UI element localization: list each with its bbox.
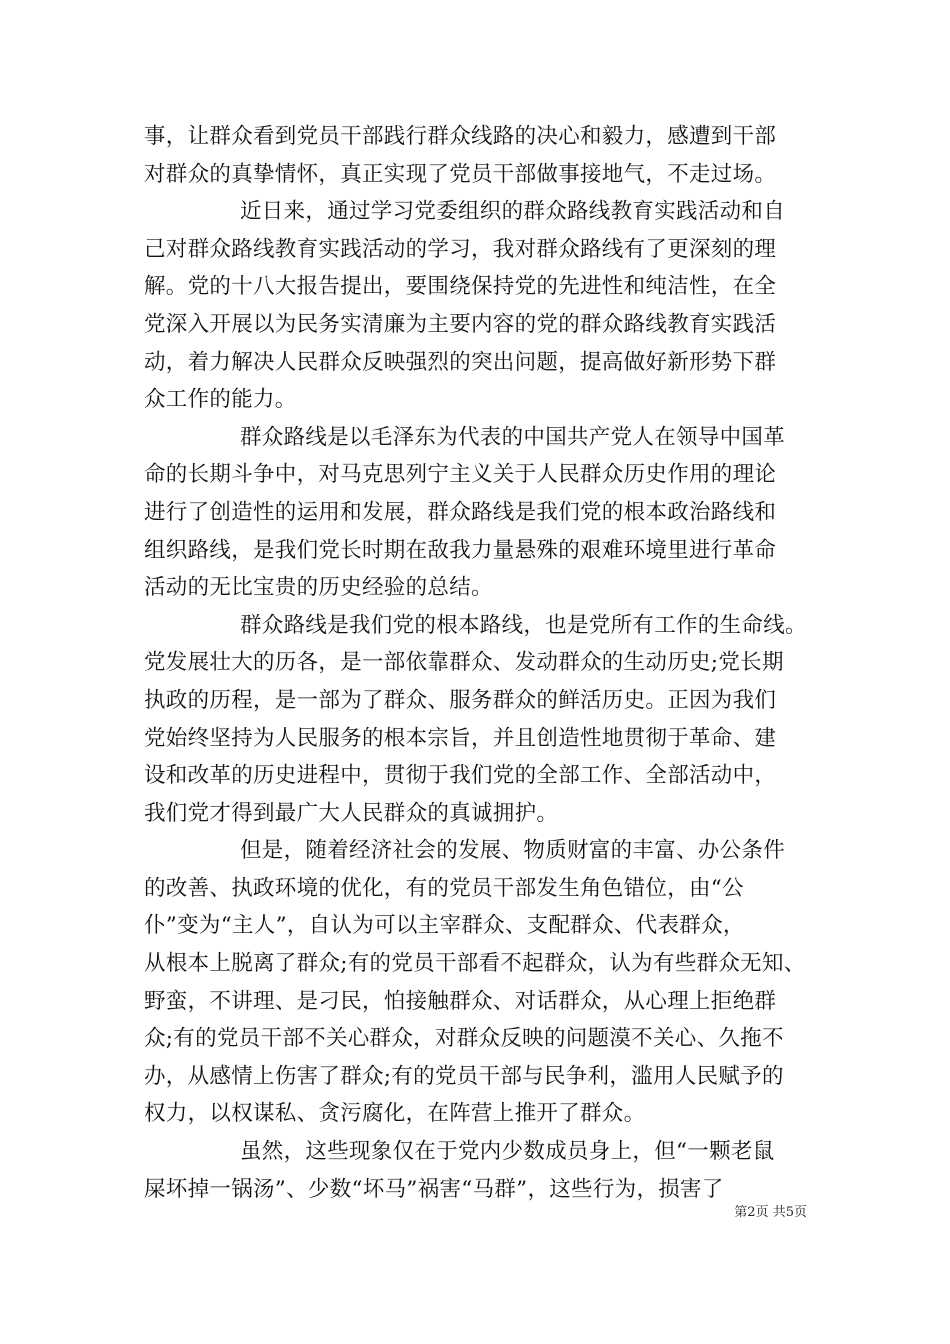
paragraph-start-line: 近日来，通过学习党委组织的群众路线教育实践活动和自	[240, 199, 786, 225]
paragraph-start-line: 但是，随着经济社会的发展、物质财富的丰富、办公条件	[240, 838, 786, 864]
total-page-count: 5	[785, 1205, 794, 1220]
text-line: 权力，以权谋私、贪污腐化，在阵营上推开了群众。	[144, 1101, 646, 1127]
footer-prefix: 第	[734, 1205, 748, 1220]
text-line: 的改善、执政环境的优化，有的党员干部发生角色错位，由“公	[144, 875, 744, 901]
text-line: 命的长期斗争中，对马克思列宁主义关于人民群众历史作用的理论	[144, 462, 777, 488]
text-line: 众工作的能力。	[144, 387, 297, 413]
text-line: 我们党才得到最广大人民群众的真诚拥护。	[144, 800, 559, 826]
text-line: 事，让群众看到党员干部践行群众线路的决心和毅力，感遭到干部	[144, 124, 777, 149]
current-page-number: 2	[747, 1205, 756, 1220]
page-number-footer	[0, 1204, 807, 1222]
text-line: 党发展壮大的历各，是一部依靠群众、发动群众的生动历史;党长期	[144, 650, 784, 676]
text-line: 屎坏掉一锅汤”、少数“坏马”祸害“马群”，这些行为，损害了	[144, 1176, 724, 1202]
paragraph-start-line: 群众路线是我们党的根本路线，也是党所有工作的生命线。	[240, 612, 807, 638]
text-line: 从根本上脱离了群众;有的党员干部看不起群众，认为有些群众无知、	[144, 951, 806, 977]
text-line: 解。党的十八大报告提出，要围绕保持党的先进性和纯洁性，在全	[144, 274, 777, 300]
text-line: 众;有的党员干部不关心群众，对群众反映的问题漠不关心、久拖不	[144, 1026, 784, 1052]
text-line: 野蛮，不讲理、是刁民，怕接触群众、对话群众，从心理上拒绝群	[144, 988, 777, 1014]
text-line: 仆”变为“主人”，自认为可以主宰群众、支配群众、代表群众，	[144, 913, 745, 939]
text-line: 党始终坚持为人民服务的根本宗旨，并且创造性地贯彻于革命、建	[144, 725, 777, 751]
text-line: 设和改革的历史进程中，贯彻于我们党的全部工作、全部活动中，	[144, 763, 777, 789]
text-line: 动，着力解决人民群众反映强烈的突出问题，提高做好新形势下群	[144, 349, 777, 375]
footer-middle: 页 共	[755, 1205, 786, 1220]
body-text	[144, 118, 809, 1208]
text-line: 进行了创造性的运用和发展，群众路线是我们党的根本政治路线和	[144, 499, 777, 525]
paragraph-start-line: 虽然，这些现象仅在于党内少数成员身上，但“一颗老鼠	[240, 1139, 775, 1165]
text-line: 对群众的真挚情怀，真正实现了党员干部做事接地气，不走过场。	[144, 161, 777, 187]
text-line: 党深入开展以为民务实清廉为主要内容的党的群众路线教育实践活	[144, 311, 777, 337]
paragraph-start-line: 群众路线是以毛泽东为代表的中国共产党人在领导中国革	[240, 424, 786, 450]
text-line: 组织路线，是我们党长时期在敌我力量悬殊的艰难环境里进行革命	[144, 537, 777, 563]
footer-suffix: 页	[793, 1205, 807, 1220]
text-line: 执政的历程，是一部为了群众、服务群众的鲜活历史。正因为我们	[144, 687, 777, 713]
text-line: 活动的无比宝贵的历史经验的总结。	[144, 575, 493, 601]
text-line: 己对群众路线教育实践活动的学习，我对群众路线有了更深刻的理	[144, 236, 777, 262]
text-line: 办，从感情上伤害了群众;有的党员干部与民争利，滥用人民赋予的	[144, 1063, 784, 1089]
